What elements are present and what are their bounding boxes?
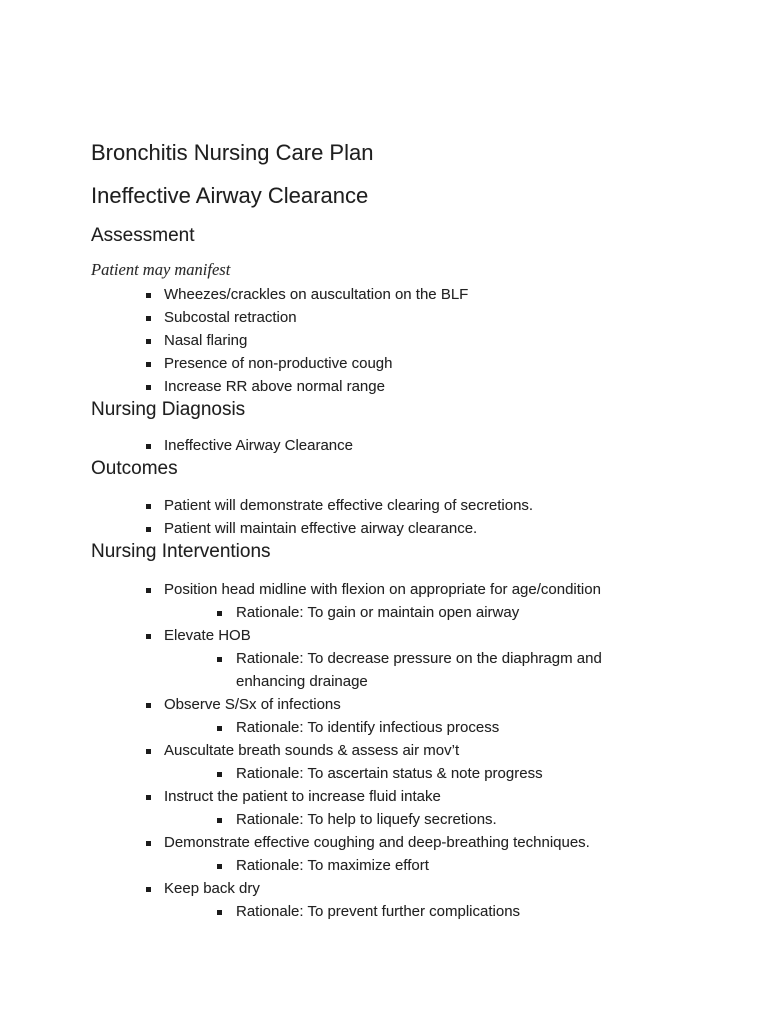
intervention-action (91, 578, 710, 601)
intervention-item (91, 578, 710, 624)
intervention-rationale (91, 762, 666, 785)
section-heading-diagnosis: Nursing Diagnosis (91, 399, 246, 420)
square-bullet-icon (217, 657, 222, 662)
intervention-rationale-text: Rationale: To prevent further complications (236, 903, 521, 920)
intervention-action (91, 785, 710, 808)
square-bullet-icon (146, 749, 151, 754)
list-item-text: Patient will demonstrate effective clearing of secretions. (164, 497, 534, 514)
square-bullet-icon (146, 703, 151, 708)
list-item-text: Increase RR above normal range (164, 378, 385, 395)
intervention-item (91, 785, 710, 831)
square-bullet-icon (146, 527, 151, 532)
square-bullet-icon (217, 611, 222, 616)
assessment-list (91, 283, 710, 398)
square-bullet-icon (146, 339, 151, 344)
intervention-action (91, 624, 710, 647)
list-item (91, 434, 710, 457)
intervention-rationale-text: Rationale: To help to liquefy secretions. (236, 811, 497, 828)
square-bullet-icon (146, 293, 151, 298)
intervention-rationale (91, 716, 666, 739)
list-item-text: Nasal flaring (164, 332, 248, 349)
square-bullet-icon (146, 887, 151, 892)
intervention-rationale-text: Rationale: To decrease pressure on the diaphragm and enhancing drainage (236, 650, 602, 690)
intervention-rationale-text: Rationale: To ascertain status & note progress (236, 765, 543, 782)
section-heading-assessment: Assessment (91, 225, 195, 246)
list-item (91, 494, 710, 517)
intervention-rationale (91, 601, 666, 624)
square-bullet-icon (146, 362, 151, 367)
intervention-action-text: Auscultate breath sounds & assess air mov’t (164, 742, 460, 759)
list-item (91, 375, 710, 398)
intervention-item (91, 693, 710, 739)
square-bullet-icon (217, 818, 222, 823)
intervention-rationale (91, 854, 666, 877)
intervention-rationale (91, 647, 666, 693)
assessment-note: Patient may manifest (91, 260, 231, 279)
intervention-item (91, 624, 710, 693)
diagnosis-list (91, 434, 710, 457)
intervention-rationale (91, 900, 666, 923)
square-bullet-icon (217, 864, 222, 869)
square-bullet-icon (146, 588, 151, 593)
outcomes-list (91, 494, 710, 540)
square-bullet-icon (146, 634, 151, 639)
intervention-action (91, 877, 710, 900)
intervention-action (91, 693, 710, 716)
square-bullet-icon (146, 504, 151, 509)
list-item-text: Presence of non-productive cough (164, 355, 393, 372)
list-item-text: Patient will maintain effective airway clearance. (164, 520, 478, 537)
list-item (91, 517, 710, 540)
list-item (91, 306, 710, 329)
intervention-action-text: Keep back dry (164, 880, 260, 897)
square-bullet-icon (217, 726, 222, 731)
section-heading-interventions: Nursing Interventions (91, 541, 271, 562)
list-item (91, 329, 710, 352)
square-bullet-icon (146, 385, 151, 390)
list-item-text: Wheezes/crackles on auscultation on the BLF (164, 286, 469, 303)
intervention-item (91, 831, 710, 877)
intervention-action (91, 739, 710, 762)
intervention-rationale-text: Rationale: To identify infectious process (236, 719, 500, 736)
list-item-text: Subcostal retraction (164, 309, 297, 326)
square-bullet-icon (146, 795, 151, 800)
intervention-rationale-text: Rationale: To gain or maintain open airway (236, 604, 520, 621)
intervention-item (91, 877, 710, 923)
intervention-rationale (91, 808, 666, 831)
list-item (91, 283, 710, 306)
page-subtitle: Ineffective Airway Clearance (91, 183, 369, 208)
square-bullet-icon (146, 316, 151, 321)
intervention-action-text: Position head midline with flexion on appropriate for age/condition (164, 581, 601, 598)
list-item (91, 352, 710, 375)
intervention-rationale-text: Rationale: To maximize effort (236, 857, 429, 874)
page-title: Bronchitis Nursing Care Plan (91, 140, 374, 165)
list-item-text: Ineffective Airway Clearance (164, 437, 353, 454)
square-bullet-icon (146, 444, 151, 449)
intervention-action-text: Demonstrate effective coughing and deep-breathing techniques. (164, 834, 590, 851)
interventions-list (91, 578, 710, 923)
section-heading-outcomes: Outcomes (91, 458, 178, 479)
intervention-action-text: Instruct the patient to increase fluid intake (164, 788, 441, 805)
square-bullet-icon (217, 772, 222, 777)
square-bullet-icon (217, 910, 222, 915)
intervention-action (91, 831, 710, 854)
square-bullet-icon (146, 841, 151, 846)
intervention-item (91, 739, 710, 785)
intervention-action-text: Elevate HOB (164, 627, 251, 644)
intervention-action-text: Observe S/Sx of infections (164, 696, 341, 713)
